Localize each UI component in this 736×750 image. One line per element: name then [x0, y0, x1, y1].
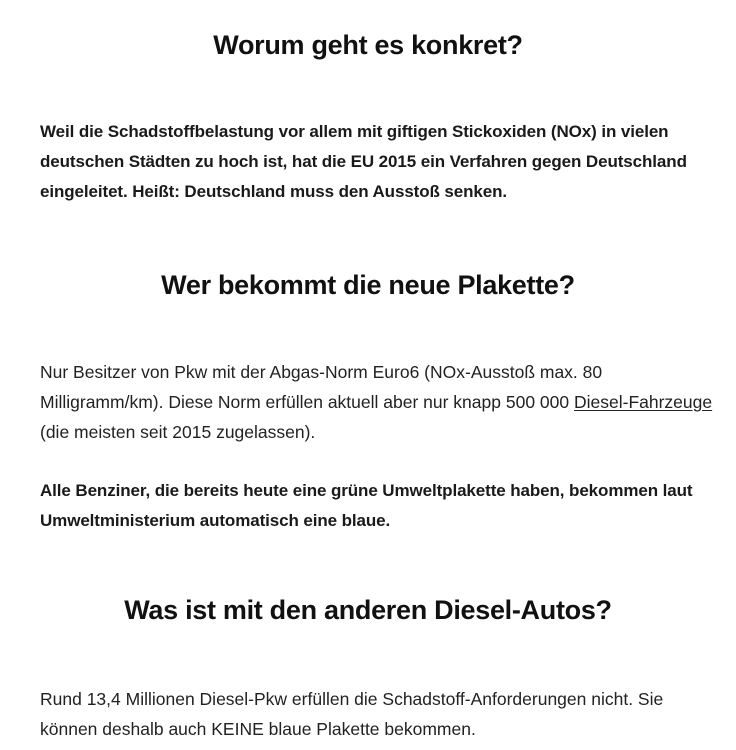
section-heading-diesel-autos: Was ist mit den anderen Diesel-Autos? — [124, 595, 612, 625]
paragraph-text-after-link: (die meisten seit 2015 zugelassen). — [40, 422, 316, 442]
section-paragraph-diesel-autos: Rund 13,4 Millionen Diesel-Pkw erfüllen die Schadstoff-Anforderungen nicht. Sie können deshalb auch KEINE blaue Plakette bekommen. — [40, 689, 664, 739]
section-heading-worum: Worum geht es konkret? — [213, 30, 523, 60]
section-paragraph-plakette-owners — [40, 357, 720, 447]
paragraph-text-before-link: Nur Besitzer von Pkw mit der Abgas-Norm Euro6 (NOx-Ausstoß max. 80 Milligramm/km). Diese Norm erfüllen aktuell aber nur knapp 500 000 — [40, 362, 603, 412]
diesel-fahrzeuge-link[interactable]: Diesel-Fahrzeuge — [573, 392, 713, 412]
section-paragraph-worum: Weil die Schadstoffbelastung vor allem mit giftigen Stickoxiden (NOx) in vielen deutschen Städten zu hoch ist, hat die EU 2015 ein Verfahren gegen Deutschland eingeleitet. Heißt: Deutschland muss den Ausstoß senken. — [40, 122, 687, 201]
section-heading-plakette: Wer bekommt die neue Plakette? — [161, 270, 575, 300]
section-paragraph-benziner: Alle Benziner, die bereits heute eine grüne Umweltplakette haben, bekommen laut Umweltministerium automatisch eine blaue. — [40, 481, 693, 530]
